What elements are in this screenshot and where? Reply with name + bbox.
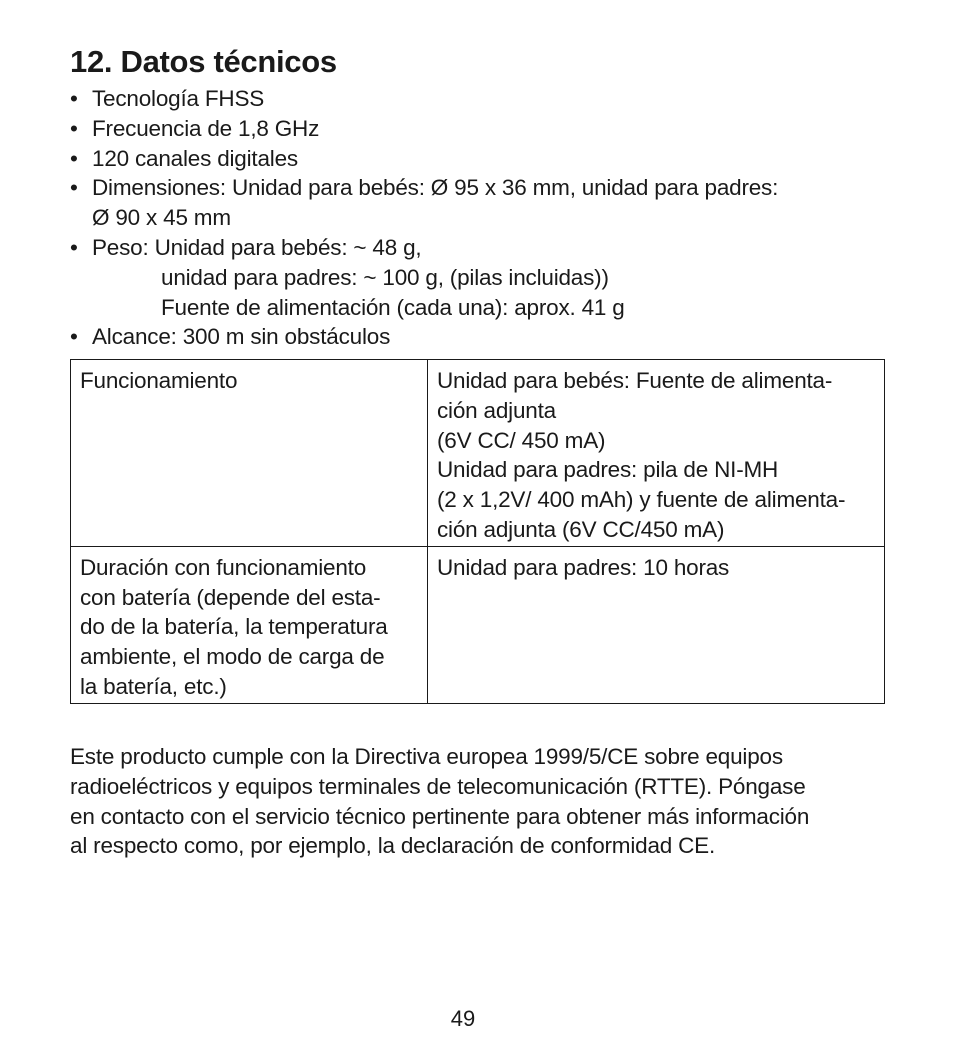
page-number: 49 (450, 1006, 476, 1031)
spec-text-indented: unidad para padres: ~ 100 g, (pilas incluidas)) (161, 264, 609, 290)
paragraph-line: Este producto cumple con la Directiva europea 1999/5/CE sobre equipos (70, 744, 783, 769)
bullet-icon: • (70, 145, 78, 171)
cell-text: ción adjunta (437, 397, 556, 423)
compliance-paragraph (70, 742, 900, 861)
spec-item-channels (70, 144, 890, 174)
table-row (71, 360, 885, 547)
paragraph-line: en contacto con el servicio técnico pertinente para obtener más información (70, 803, 810, 829)
bullet-icon: • (70, 115, 78, 141)
specs-list (70, 84, 890, 352)
section-heading: 12. Datos técnicos (70, 44, 337, 79)
spec-item-dimensions (70, 173, 890, 233)
power-spec-table (70, 359, 885, 704)
spec-item-technology (70, 84, 890, 114)
cell-text: Duración con funcionamiento (80, 554, 367, 580)
spec-text-indented: Fuente de alimentación (cada una): aprox. 41 g (161, 294, 625, 320)
spec-text: Frecuencia de 1,8 GHz (92, 115, 320, 141)
cell-text: Unidad para padres: pila de NI-MH (437, 457, 779, 483)
cell-text: Funcionamiento (80, 368, 238, 393)
table-cell-label (71, 546, 428, 703)
table-row (71, 546, 885, 703)
cell-text: la batería, etc.) (80, 673, 227, 699)
cell-text: Unidad para padres: 10 horas (437, 554, 730, 580)
bullet-icon: • (70, 175, 78, 201)
bullet-icon: • (70, 324, 78, 350)
bullet-icon: • (70, 86, 78, 111)
spec-item-weight (70, 233, 890, 322)
table-cell-value (428, 360, 885, 547)
paragraph-line: al respecto como, por ejemplo, la declaración de conformidad CE. (70, 833, 716, 859)
spec-text: 120 canales digitales (92, 145, 298, 171)
table-cell-value (428, 546, 885, 703)
cell-text: (2 x 1,2V/ 400 mAh) y fuente de alimenta- (437, 487, 846, 513)
spec-text: Alcance: 300 m sin obstáculos (92, 324, 391, 350)
spec-text: Peso: Unidad para bebés: ~ 48 g, (92, 234, 422, 260)
cell-text: ción adjunta (6V CC/450 mA) (437, 516, 725, 542)
bullet-icon: • (70, 234, 78, 260)
spec-text: Tecnología FHSS (92, 86, 265, 111)
cell-text: Unidad para bebés: Fuente de alimenta- (437, 368, 833, 393)
cell-text: do de la batería, la temperatura (80, 614, 388, 640)
table-cell-label (71, 360, 428, 547)
spec-item-range (70, 322, 890, 352)
cell-text: con batería (depende del esta- (80, 584, 381, 610)
cell-text: ambiente, el modo de carga de (80, 644, 385, 670)
spec-item-frequency (70, 114, 890, 144)
spec-text: Dimensiones: Unidad para bebés: Ø 95 x 36 mm, unidad para padres: (92, 175, 779, 201)
paragraph-line: radioeléctricos y equipos terminales de telecomunicación (RTTE). Póngase (70, 773, 806, 799)
cell-text: (6V CC/ 450 mA) (437, 427, 606, 453)
spec-text-continued: Ø 90 x 45 mm (92, 205, 231, 231)
